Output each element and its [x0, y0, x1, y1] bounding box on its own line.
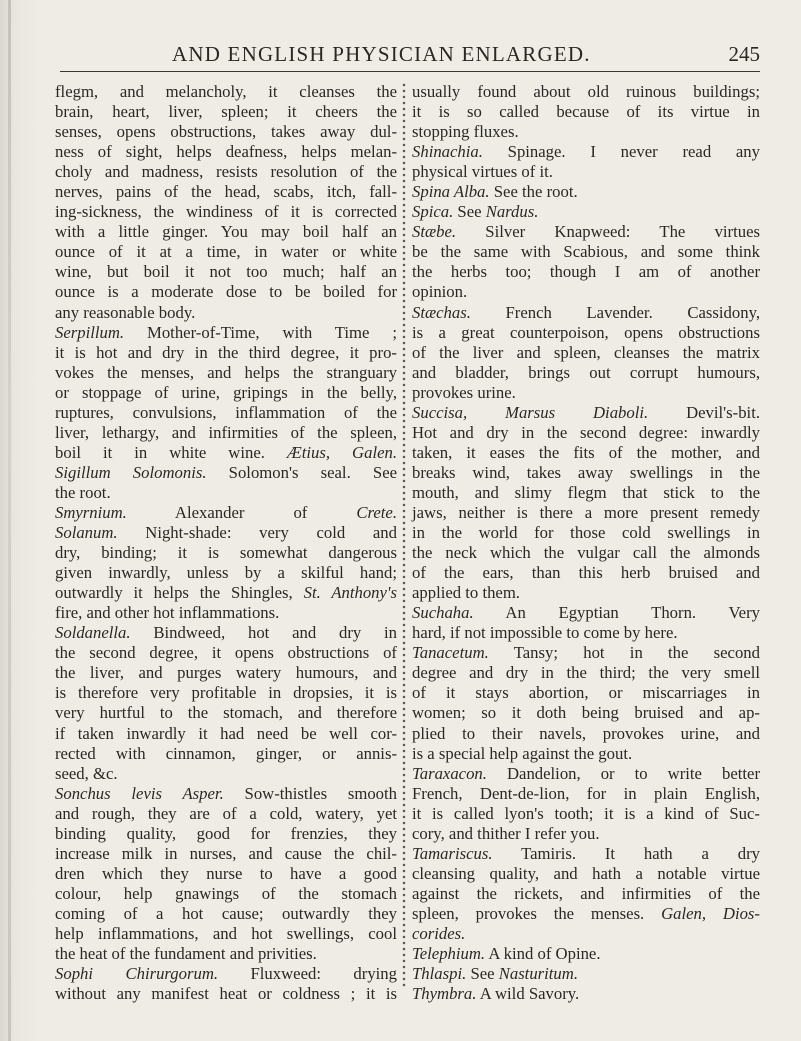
italic-term: Shinachia.: [412, 142, 483, 162]
italic-term: corides.: [412, 923, 466, 943]
body-text: vokes the menses, and helps the stranguary: [55, 362, 397, 382]
right-column-text-line: [412, 603, 760, 623]
left-column-text-line: [55, 944, 397, 964]
right-column-text-line: [412, 162, 760, 182]
right-column-text-line: [412, 142, 760, 162]
body-text: the second degree, it opens obstructions of: [55, 643, 397, 663]
body-text: nerves, pains of the head, scabs, itch, fall-: [55, 182, 397, 202]
right-column-text-line: [412, 824, 760, 844]
body-text: against the rickets, and infirmities of the: [412, 883, 760, 903]
italic-term: Nardus.: [485, 202, 539, 222]
left-column-text-line: [55, 403, 397, 423]
left-column-text-line: [55, 182, 397, 202]
left-column-text-line: [55, 804, 397, 824]
right-column-text-line: [412, 784, 760, 804]
right-column-text-line: [412, 703, 760, 723]
left-column-text-line: [55, 583, 397, 603]
body-text: applied to them.: [412, 583, 520, 603]
italic-term: Taraxacon.: [412, 763, 487, 783]
body-text: very hurtful to the stomach, and therefore: [55, 703, 397, 723]
body-text: the liver, and purges watery humours, and: [55, 663, 397, 683]
right-column-text-line: [412, 102, 760, 122]
italic-term: Tanacetum.: [412, 643, 489, 663]
left-column-text-line: [55, 202, 397, 222]
right-column-text-line: [412, 924, 760, 944]
body-text: and rough, they are of a cold, watery, yet: [55, 803, 397, 823]
body-text: ruptures, convulsions, inflammation of the: [55, 402, 397, 422]
left-column-text-line: [55, 623, 397, 643]
right-column-text-line: [412, 363, 760, 383]
left-column-text-line: [55, 864, 397, 884]
right-column-text-line: [412, 583, 760, 603]
left-column-text-line: [55, 303, 397, 323]
right-column-text-line: [412, 623, 760, 643]
body-text: be the same with Scabious, and some think: [412, 242, 760, 262]
body-text: An Egyptian Thorn. Very: [473, 603, 760, 623]
right-column-text-line: [412, 904, 760, 924]
body-text: it is hot and dry in the third degree, it pro-: [55, 342, 397, 362]
body-text: spleen, provokes the menses.: [412, 903, 662, 923]
right-column-text-line: [412, 643, 760, 663]
left-column-text-line: [55, 142, 397, 162]
body-text: and bladder, brings out corrupt humours,: [412, 362, 760, 382]
italic-term: Stæbe.: [412, 222, 457, 242]
body-text: dren which they nurse to have a good: [55, 863, 397, 883]
right-column-text-line: [412, 884, 760, 904]
left-column-text-line: [55, 162, 397, 182]
italic-term: Ætius, Galen.: [286, 442, 397, 462]
right-column-text-line: [412, 543, 760, 563]
body-text: brain, heart, liver, spleen; it cheers the: [55, 102, 397, 122]
right-column-text-line: [412, 463, 760, 483]
body-text: Tamiris. It hath a dry: [492, 843, 760, 863]
body-text: stopping fluxes.: [412, 122, 519, 142]
right-column-text-line: [412, 242, 760, 262]
left-column-text-line: [55, 924, 397, 944]
right-column-text-line: [412, 282, 760, 302]
body-text: ounce is a moderate dose to be boiled for: [55, 282, 397, 302]
body-text: seed, &c.: [55, 763, 118, 783]
italic-term: Thymbra.: [412, 984, 477, 1004]
italic-term: Stæchas.: [412, 302, 471, 322]
right-column-text-line: [412, 503, 760, 523]
body-text: if taken inwardly it had need be well cor-: [55, 723, 397, 743]
body-text: cory, and thither I refer you.: [412, 823, 600, 843]
body-text: ness of sight, helps deafness, helps melan-: [55, 142, 397, 162]
right-column-text-line: [412, 663, 760, 683]
left-column-text-line: [55, 603, 397, 623]
body-text: dry, binding; it is somewhat dangerous: [55, 543, 397, 563]
italic-term: Sophi Chirurgorum.: [55, 964, 219, 984]
italic-term: Serpillum.: [55, 322, 125, 342]
body-text: physical virtues of it.: [412, 162, 553, 182]
body-text: hard, if not impossible to come by here.: [412, 623, 678, 643]
right-column-text-line: [412, 403, 760, 423]
right-column-text-line: [412, 82, 760, 102]
body-text: binding quality, good for frenzies, they: [55, 823, 397, 843]
left-column-text-line: [55, 724, 397, 744]
right-column-text-line: [412, 182, 760, 202]
body-text: colour, help gnawings of the stomach: [55, 883, 397, 903]
right-column-text-line: [412, 222, 760, 242]
body-text: ing-sickness, the windiness of it is corrected: [55, 202, 397, 222]
italic-term: Nasturitum.: [498, 964, 579, 984]
left-column-text-line: [55, 262, 397, 282]
body-text: is a special help against the gout.: [412, 743, 633, 763]
right-column-text-line: [412, 483, 760, 503]
left-column-text-line: [55, 744, 397, 764]
body-text: usually found about old ruinous buildings;: [412, 82, 760, 101]
body-text: Solomon's seal. See: [206, 462, 398, 482]
body-text: flegm, and melancholy, it cleanses the: [55, 82, 397, 101]
body-text: of it stays abortion, or miscarriages in: [412, 683, 760, 703]
body-text: Sow-thistles smooth: [223, 783, 397, 803]
body-text: degree and dry in the third; the very smell: [412, 663, 760, 683]
italic-term: Spina Alba.: [412, 182, 490, 202]
right-column-text-line: [412, 744, 760, 764]
body-text: women; so it doth being bruised and ap-: [412, 703, 760, 723]
body-text: A wild Savory.: [476, 984, 580, 1004]
left-column-text-line: [55, 683, 397, 703]
page-header: [60, 42, 760, 64]
right-column-text-line: [412, 964, 760, 984]
right-column-text-line: [412, 944, 760, 964]
right-column-text-line: [412, 303, 760, 323]
gutter-shadow: [8, 0, 11, 1041]
italic-term: Soldanella.: [55, 623, 131, 643]
left-column-text-line: [55, 383, 397, 403]
right-column-text-line: [412, 202, 760, 222]
left-column-text-line: [55, 323, 397, 343]
body-text: Devil's-bit.: [648, 402, 761, 422]
left-column-text-line: [55, 663, 397, 683]
right-column-text-line: [412, 262, 760, 282]
body-text: wine, but boil it not too much; half an: [55, 262, 397, 282]
body-text: rected with cinnamon, ginger, or annis-: [55, 743, 397, 763]
left-column-text-line: [55, 82, 397, 102]
right-column-text-line: [412, 683, 760, 703]
italic-term: St. Anthony's: [303, 583, 397, 603]
body-text: it is so called because of its virtue in: [412, 102, 760, 122]
body-text: help inflammations, and hot swellings, cool: [55, 923, 397, 943]
column-divider: [400, 82, 408, 987]
body-text: given inwardly, unless by a skilful hand;: [55, 563, 397, 583]
left-column-text-line: [55, 563, 397, 583]
italic-term: Solanum.: [55, 523, 118, 543]
right-column-text-line: [412, 864, 760, 884]
left-column-text-line: [55, 122, 397, 142]
body-text: See: [466, 964, 499, 984]
left-column-text-line: [55, 242, 397, 262]
body-text: provokes urine.: [412, 382, 516, 402]
right-column-text-line: [412, 443, 760, 463]
body-text: fire, and other hot inflammations.: [55, 603, 280, 623]
body-text: any reasonable body.: [55, 302, 196, 322]
left-column-text-line: [55, 764, 397, 784]
body-text: or stoppage of urine, gripings in the belly,: [55, 382, 397, 402]
body-text: boil it in white wine.: [55, 442, 287, 462]
right-column-text-line: [412, 563, 760, 583]
body-text: French, Dent-de-lion, for in plain English,: [412, 783, 760, 803]
body-text: the neck which the vulgar call the almonds: [412, 543, 760, 563]
body-text: increase milk in nurses, and cause the chil-: [55, 843, 397, 863]
body-text: ounce of it at a time, in water or white: [55, 242, 397, 262]
italic-term: Telephium.: [412, 944, 486, 964]
left-column-text-line: [55, 984, 397, 1004]
body-text: mouth, and slimy flegm that stick to the: [412, 482, 760, 502]
body-text: cleansing quality, and hath a notable virtue: [412, 863, 760, 883]
body-text: Alexander of: [126, 502, 357, 522]
left-column-text-line: [55, 503, 397, 523]
left-column-text-line: [55, 643, 397, 663]
header-rule: [60, 71, 760, 72]
body-text: See: [453, 202, 486, 222]
left-column-text-line: [55, 102, 397, 122]
body-text: Dandelion, or to write better: [486, 763, 760, 783]
right-column-text-line: [412, 523, 760, 543]
body-text: senses, opens obstructions, takes away dul-: [55, 122, 397, 142]
body-text: opinion.: [412, 282, 468, 302]
body-text: A kind of Opine.: [485, 944, 601, 964]
right-column-text-line: [412, 323, 760, 343]
body-text: Tansy; hot in the second: [488, 643, 760, 663]
left-column-text-line: [55, 904, 397, 924]
left-column-text-line: [55, 824, 397, 844]
body-text: Spinage. I never read any: [482, 142, 760, 162]
left-column-text-line: [55, 543, 397, 563]
body-text: Night-shade: very cold and: [117, 523, 397, 543]
body-text: the herbs too; though I am of another: [412, 262, 760, 282]
left-column-text-line: [55, 423, 397, 443]
body-text: of the ears, than this herb bruised and: [412, 563, 760, 583]
left-column-text-line: [55, 443, 397, 463]
right-column-text-line: [412, 984, 760, 1004]
right-column-text-line: [412, 122, 760, 142]
body-text: it is called lyon's tooth; it is a kind of Suc-: [412, 803, 760, 823]
right-column-text-line: [412, 804, 760, 824]
body-text: is a great counterpoison, opens obstructions: [412, 322, 760, 342]
body-text: outwardly it helps the Shingles,: [55, 583, 304, 603]
italic-term: Sigillum Solomonis.: [55, 462, 207, 482]
left-column-text-line: [55, 523, 397, 543]
italic-term: Tamariscus.: [412, 843, 493, 863]
body-text: Fluxweed: drying: [218, 964, 397, 984]
body-text: French Lavender. Cassidony,: [470, 302, 760, 322]
right-column-text-line: [412, 423, 760, 443]
italic-term: Crete.: [356, 502, 397, 522]
page-number: 245: [728, 42, 760, 66]
italic-term: Smyrnium.: [55, 502, 127, 522]
body-text: Mother-of-Time, with Time ;: [124, 322, 397, 342]
body-text: coming of a hot cause; outwardly they: [55, 903, 397, 923]
italic-term: Sonchus levis Asper.: [55, 783, 224, 803]
body-text: Silver Knapweed: The virtues: [456, 222, 760, 242]
left-column-text-line: [55, 964, 397, 984]
body-text: Bindweed, hot and dry in: [130, 623, 397, 643]
left-column-text-line: [55, 363, 397, 383]
italic-term: Succisa, Marsus Diaboli.: [412, 402, 649, 422]
body-text: the heat of the fundament and privities.: [55, 944, 317, 964]
right-column-text-line: [412, 343, 760, 363]
left-column-text-line: [55, 463, 397, 483]
body-text: without any manifest heat or coldness ; it is: [55, 984, 397, 1004]
body-text: is therefore very profitable in dropsies, it is: [55, 683, 397, 703]
left-column-text-line: [55, 483, 397, 503]
body-text: in the world for those cold swellings in: [412, 523, 760, 543]
body-text: plied to their navels, provokes urine, and: [412, 723, 760, 743]
left-column-text-line: [55, 884, 397, 904]
left-column-text-line: [55, 222, 397, 242]
left-column-text-line: [55, 844, 397, 864]
right-column: [412, 82, 760, 1004]
body-text: jaws, neither is there a more present remedy: [412, 502, 760, 522]
body-text: breaks wind, takes away swellings in the: [412, 462, 760, 482]
body-text: choly and madness, resists resolution of the: [55, 162, 397, 182]
right-column-text-line: [412, 383, 760, 403]
body-text: the root.: [55, 482, 111, 502]
left-column-text-line: [55, 282, 397, 302]
body-text: of the liver and spleen, cleanses the matrix: [412, 342, 760, 362]
left-column-text-line: [55, 703, 397, 723]
italic-term: Suchaha.: [412, 603, 474, 623]
body-text: taken, it eases the fits of the mother, and: [412, 442, 760, 462]
left-column-text-line: [55, 343, 397, 363]
body-text: with a little ginger. You may boil half an: [55, 222, 397, 242]
body-text: See the root.: [489, 182, 578, 202]
right-column-text-line: [412, 764, 760, 784]
body-text: liver, lethargy, and infirmities of the spleen,: [55, 422, 397, 442]
left-column: [55, 82, 397, 1004]
italic-term: Spica.: [412, 202, 454, 222]
right-column-text-line: [412, 724, 760, 744]
left-column-text-line: [55, 784, 397, 804]
running-head: AND ENGLISH PHYSICIAN ENLARGED.: [172, 42, 591, 66]
italic-term: Thlaspi.: [412, 964, 467, 984]
italic-term: Galen, Dios-: [661, 903, 760, 923]
right-column-text-line: [412, 844, 760, 864]
body-text: Hot and dry in the second degree: inwardly: [412, 422, 760, 442]
